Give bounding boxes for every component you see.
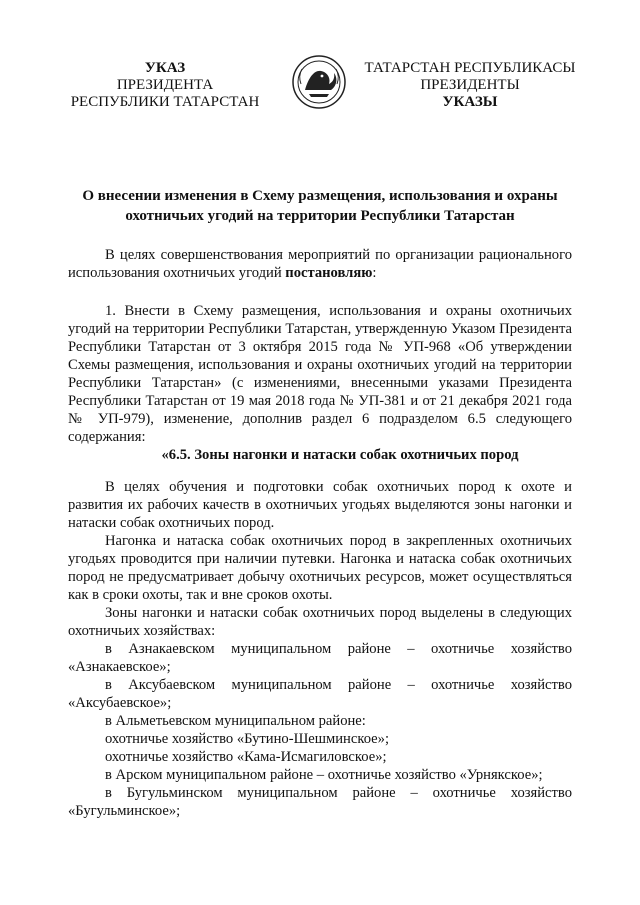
paragraph: В целях обучения и подготовки собак охотничьих пород к охоте и развития их рабочих качеств в охотничьих угодьях выделяются зоны нагонки и натаски собак охотничьих пород. [68, 479, 572, 531]
coat-of-arms-icon [291, 54, 347, 110]
decree-title-line-2: охотничьих угодий на территории Республики Татарстан [125, 208, 515, 224]
paragraph: в Аксубаевском муниципальном районе – охотничье хозяйство «Аксубаевское»; [68, 677, 572, 711]
header-left-line-2: ПРЕЗИДЕНТА [116, 77, 214, 93]
paragraph: Зоны нагонки и натаски собак охотничьих пород выделены в следующих охотничьих хозяйствах: [68, 605, 572, 639]
header-right-line-2: ПРЕЗИДЕНТЫ [420, 77, 520, 93]
paragraph: в Азнакаевском муниципальном районе – охотничье хозяйство «Азнакаевское»; [68, 641, 572, 675]
preamble-bold: постановляю [285, 265, 373, 281]
preamble-text: В целях совершенствования мероприятий по организации рационального использования охотничьих угодий [68, 247, 572, 281]
header-left [55, 60, 275, 111]
decree-title-line-1: О внесении изменения в Схему размещения, использования и охраны [82, 188, 558, 204]
decree-title [60, 186, 580, 226]
list-line: охотничье хозяйство «Бутино-Шешминское»; [105, 731, 389, 747]
list-line: в Альметьевском муниципальном районе: [105, 713, 366, 729]
header-left-line-3: РЕСПУБЛИКИ ТАТАРСТАН [70, 94, 260, 110]
paragraph: в Бугульминском муниципальном районе – охотничье хозяйство «Бугульминское»; [68, 785, 572, 819]
paragraph: Нагонка и натаска собак охотничьих пород в закрепленных охотничьих угодьях проводится при наличии путевки. Нагонка и натаска собак охотничьих пород не предусматривает добычу охотничьих ресурсов, может осуществляться как в сроки охоты, так и вне сроков охоты. [68, 533, 572, 603]
header-right-line-3: УКАЗЫ [442, 94, 498, 110]
list-line: охотничье хозяйство «Кама-Исмагиловское»; [105, 749, 387, 765]
header-right [360, 60, 580, 111]
header-left-line-1: УКАЗ [144, 60, 186, 76]
preamble-paragraph [68, 246, 572, 282]
section-title: «6.5. Зоны нагонки и натаски собак охотничьих пород [161, 447, 519, 463]
header-right-line-1: ТАТАРСТАН РЕСПУБЛИКАСЫ [364, 60, 576, 76]
preamble-end: : [372, 265, 377, 281]
decree-body [68, 246, 572, 820]
list-line: в Арском муниципальном районе – охотничье хозяйство «Урнякское»; [105, 767, 543, 783]
item-1-paragraph: 1. Внести в Схему размещения, использования и охраны охотничьих угодий на территории Республики Татарстан, утвержденную Указом Президента Республики Татарстан от 3 октября 2015 года № УП-968 «Об утверждении Схемы размещения, использования и охраны охотничьих угодий на территории Республики Татарстан» (с изменениями, внесенными указами Президента Республики Татарстан от 19 мая 2018 года № УП-381 и от 21 декабря 2021 года № УП-979), изменение, дополнив раздел 6 подразделом 6.5 следующего содержания: [68, 303, 572, 445]
